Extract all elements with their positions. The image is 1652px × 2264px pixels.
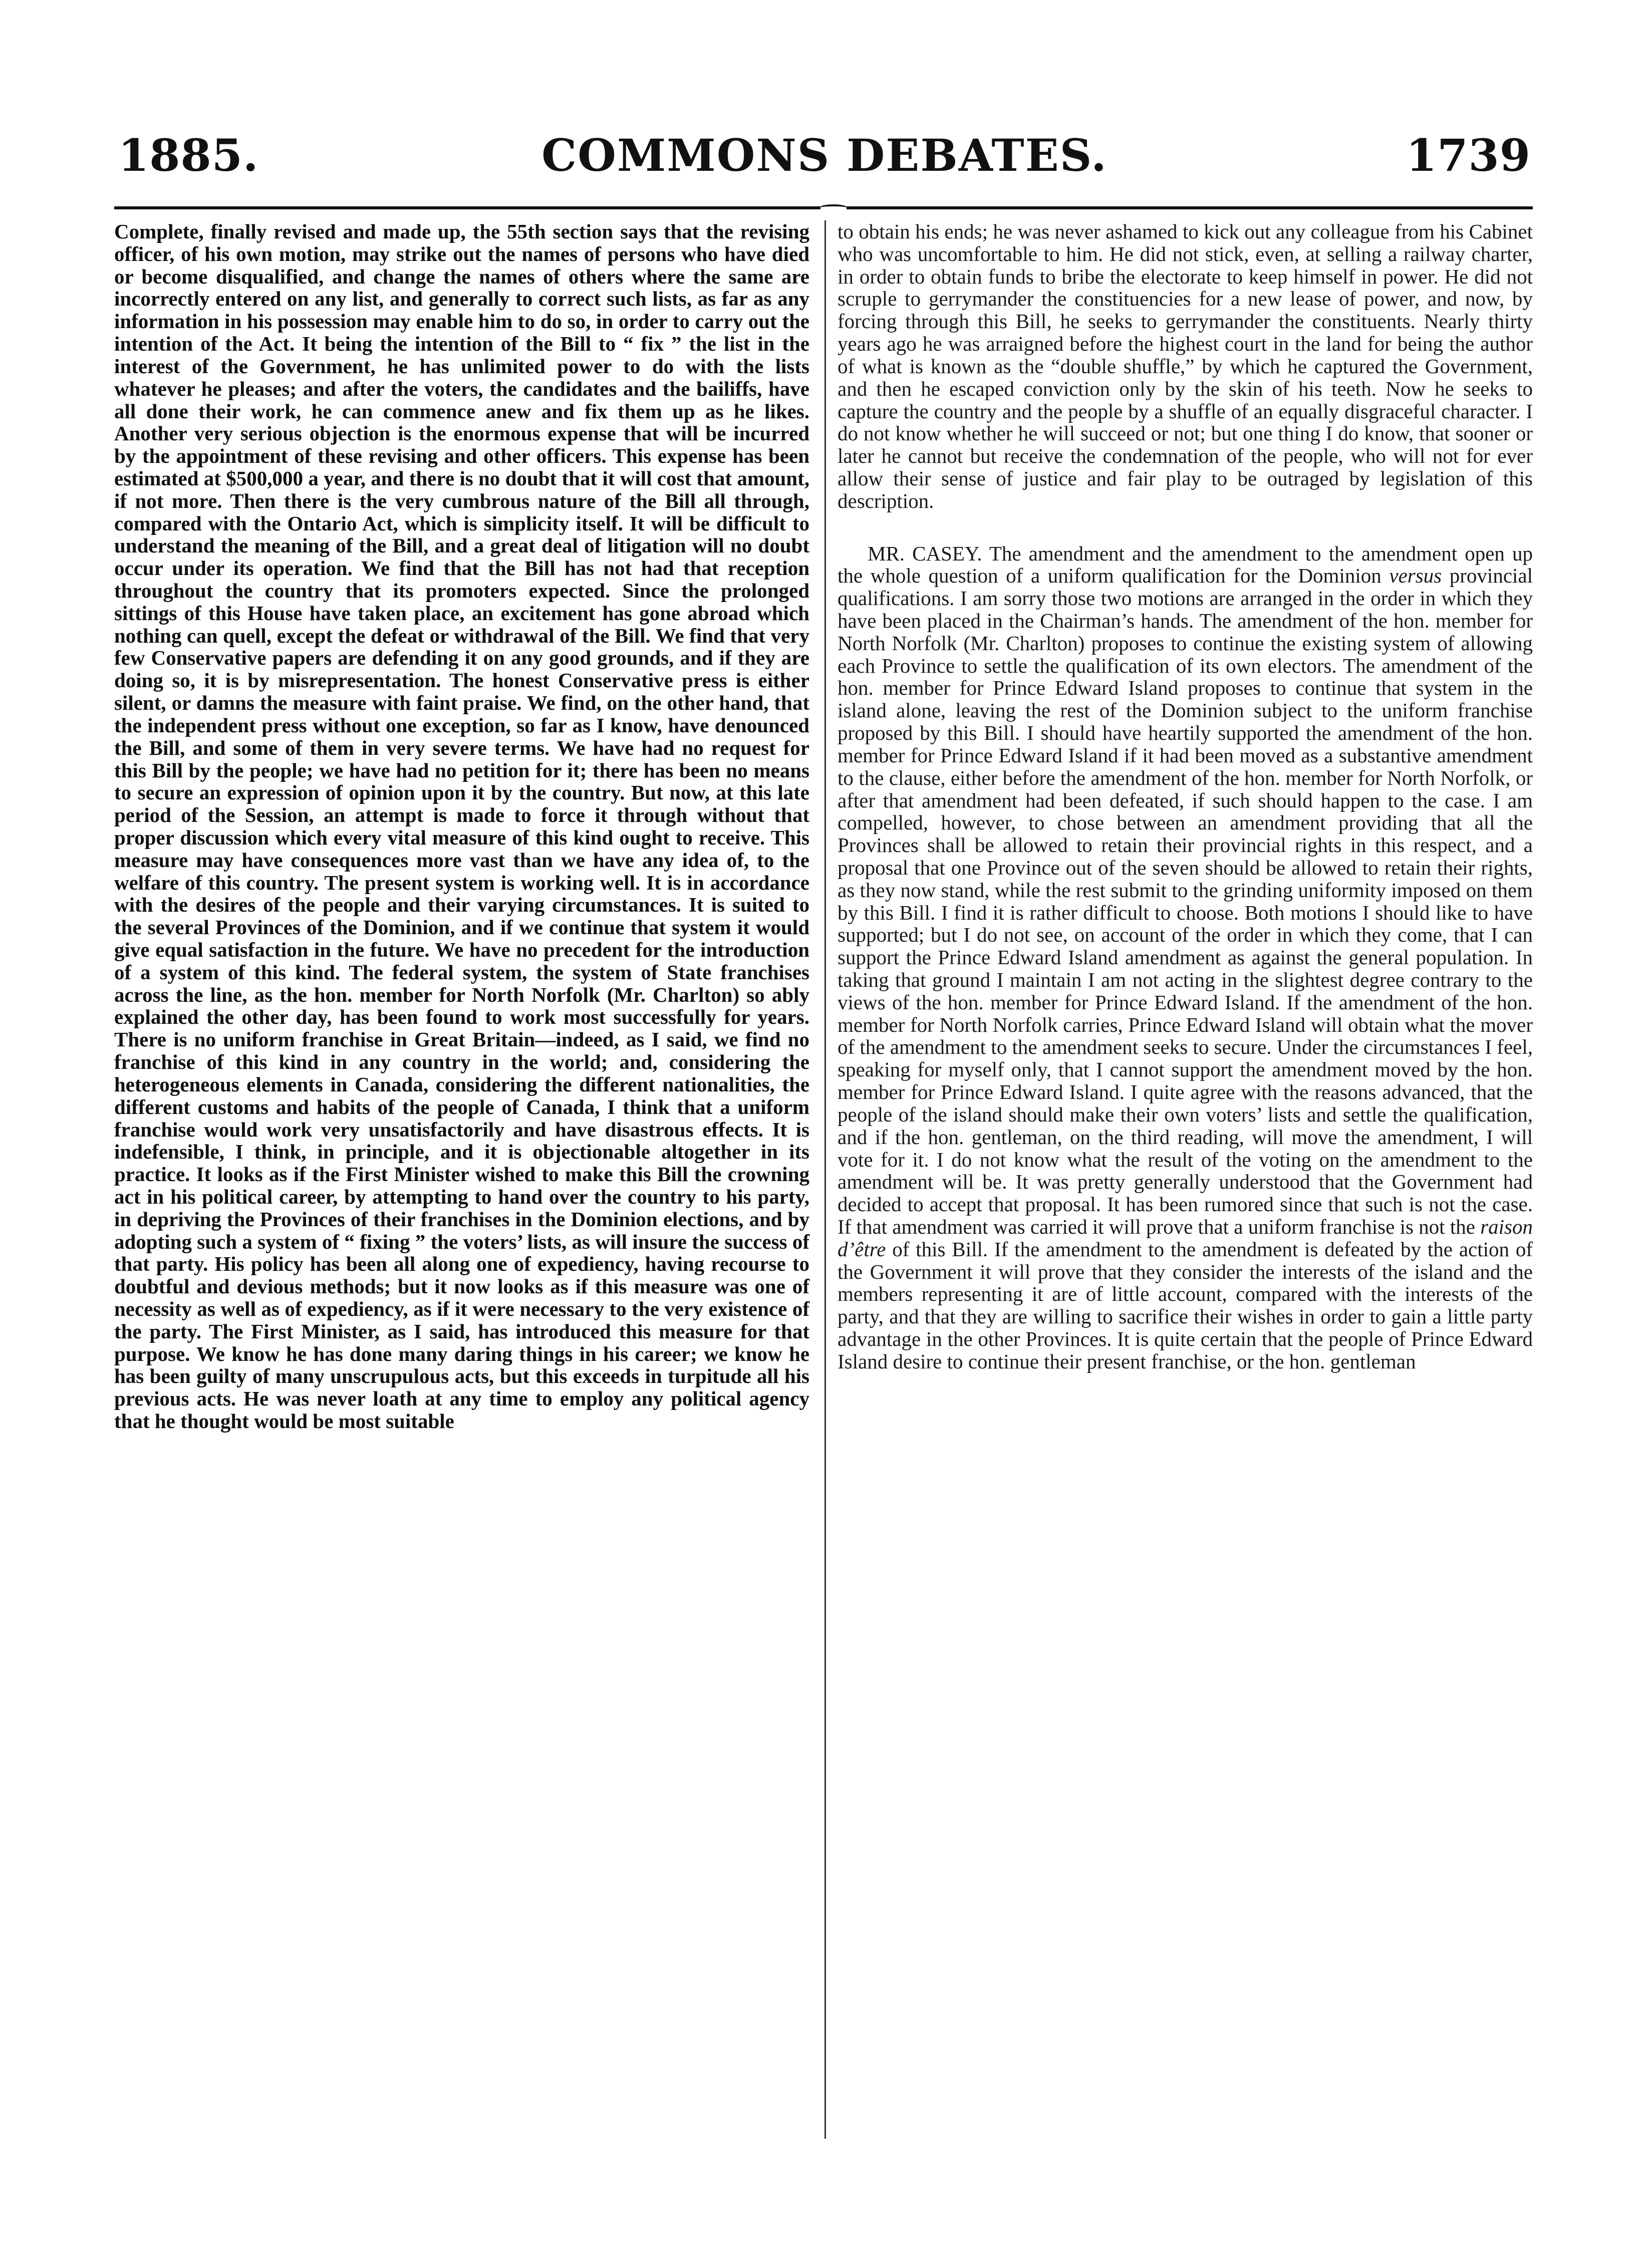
header-year: 1885. (118, 129, 259, 181)
speaker-name: MR. CASEY. (868, 541, 982, 565)
header-rule-left (114, 206, 820, 209)
speech-italic-1: versus (1389, 564, 1442, 588)
header-title: COMMONS DEBATES. (541, 129, 1108, 181)
casey-speech-paragraph (838, 542, 1533, 1373)
column-divider (824, 220, 826, 2139)
header-rule-right (847, 206, 1533, 209)
speech-text-3: of this Bill. If the amendment to the amendment is defeated by the action of the Government it will prove that they consider the interests of the island and the members representing it are of little account, compared with the interests of the party, and that they are willing to sacrifice their wishes in order to gain a little party advantage in the other Provinces. It is quite certain that the people of Prince Edward Island desire to continue their present franchise, or the hon. gentleman (838, 1237, 1533, 1373)
page-header (118, 129, 1531, 189)
right-continuation-paragraph: to obtain his ends; he was never ashamed to kick out any colleague from his Cabinet who was uncomfortable to him. He did not stick, even, at selling a railway charter, in order to obtain funds to bribe the electorate to keep himself in power. He did not scruple to gerrymander the constituencies for a new lease of power, and now, by forcing through this Bill, he seeks to gerrymander the constituents. Nearly thirty years ago he was arraigned before the highest court in the land for being the author of what is known as the “double shuffle,” by which he captured the Government, and then he escaped conviction only by the skin of his teeth. Now he seeks to capture the country and the people by a shuffle of an equally disgraceful character. I do not know whether he will succeed or not; but one thing I do know, that sooner or later he cannot but receive the condemnation of the people, who will not for ever allow their sense of justice and fair play to be outraged by legislation of this description. (838, 220, 1533, 512)
left-column (114, 220, 809, 1433)
speech-text-2: provincial qualifications. I am sorry those two motions are arranged in the order in which they have been placed in the Chairman’s hands. The amendment of the hon. member for North Norfolk (Mr. Charlton) proposes to continue the existing system of allowing each Province to settle the qualification of its own electors. The amendment of the hon. member for Prince Edward Island proposes to continue that system in the island alone, leaving the rest of the Dominion subject to the uniform franchise proposed by this Bill. I should have heartily supported the amendment of the hon. member for Prince Edward Island if it had been moved as a substantive amendment to the clause, either before the amendment of the hon. member for North Norfolk, or after that amendment had been defeated, if such should happen to the case. I am compelled, however, to chose between an amendment providing that all the Provinces shall be allowed to retain their provincial rights in this respect, and a proposal that one Province out of the seven should be allowed to retain their rights, as they now stand, while the rest submit to the grinding uniformity imposed on them by this Bill. I find it is rather difficult to choose. Both motions I should like to have supported; but I do not see, on account of the order in which they come, that I can support the Prince Edward Island amendment as against the general population. In taking that ground I maintain I am not acting in the slightest degree contrary to the views of the hon. member for Prince Edward Island. If the amendment of the hon. member for North Norfolk carries, Prince Edward Island will obtain what the mover of the amendment to the amendment seeks to secure. Under the circumstances I feel, speaking for myself only, that I cannot support the amendment moved by the hon. member for Prince Edward Island. I quite agree with the reasons advanced, that the people of the island should make their own voters’ lists and settle the qualification, and if the hon. gentleman, on the third reading, will move the amendment, I will vote for it. I do not know what the result of the voting on the amendment to the amendment will be. It was pretty generally understood that the Government had decided to accept that proposal. It has been rumored since that such is not the case. If that amendment was carried it will prove that a uniform franchise is not the (838, 564, 1533, 1238)
header-rule-ornament (819, 204, 848, 211)
header-page-number: 1739 (1406, 129, 1531, 181)
speech-italic-2: raison d’être (838, 1215, 1533, 1261)
right-column (838, 220, 1533, 1373)
speech-text-1: The amendment and the amendment to the amendment open up the whole question of a uniform qualification for the Dominion (838, 541, 1533, 588)
left-paragraph: Complete, finally revised and made up, the 55th section says that the revising officer, of his own motion, may strike out the names of persons who have died or become disqualified, and change the names of others where the same are incorrectly entered on any list, and generally to correct such lists, as far as any information in his possession may enable him to do so, in order to carry out the intention of the Act. It being the intention of the Bill to “ fix ” the list in the interest of the Government, he has unlimited power to do with the lists whatever he pleases; and after the voters, the candidates and the bailiffs, have all done their work, he can commence anew and fix them up as he likes. Another very serious objection is the enormous expense that will be incurred by the appointment of these revising and other officers. This expense has been estimated at $500,000 a year, and there is no doubt that it will cost that amount, if not more. Then there is the very cumbrous nature of the Bill all through, compared with the Ontario Act, which is simplicity itself. It will be difficult to understand the meaning of the Bill, and a great deal of litigation will no doubt occur under its operation. We find that the Bill has not had that reception throughout the country that its promoters expected. Since the prolonged sittings of this House have taken place, an excitement has gone abroad which nothing can quell, except the defeat or withdrawal of the Bill. We find that very few Conservative papers are defending it on any good grounds, and if they are doing so, it is by misrepresentation. The honest Conservative press is either silent, or damns the measure with faint praise. We find, on the other hand, that the independent press without one exception, so far as I know, have denounced the Bill, and some of them in very severe terms. We have had no request for this Bill by the people; we have had no petition for it; there has been no means to secure an expression of opinion upon it by the country. But now, at this late period of the Session, an attempt is made to force it through without that proper discussion which every vital measure of this kind ought to receive. This measure may have consequences more vast than we have any idea of, to the welfare of this country. The present system is working well. It is in accordance with the desires of the people and their varying circumstances. It is suited to the several Provinces of the Dominion, and if we continue that system it would give equal satisfaction in the future. We have no precedent for the introduction of a system of this kind. The federal system, the system of State franchises across the line, as the hon. member for North Norfolk (Mr. Charlton) so ably explained the other day, has been found to work most successfully for years. There is no uniform franchise in Great Britain—indeed, as I said, we find no franchise of this kind in any country in the world; and, considering the heterogeneous elements in Canada, considering the different nationalities, the different customs and habits of the people of Canada, I think that a uniform franchise would work very unsatisfactorily and have disastrous effects. It is indefensible, I think, in principle, and it is objectionable altogether in its practice. It looks as if the First Minister wished to make this Bill the crowning act in his political career, by attempting to hand over the country to his party, in depriving the Provinces of their franchises in the Dominion elections, and by adopting such a system of “ fixing ” the voters’ lists, as will insure the success of that party. His policy has been all along one of expediency, having recourse to doubtful and devious methods; but it now looks as if this measure was one of necessity as well as of expediency, as if it were necessary to the very existence of the party. The First Minister, as I said, has introduced this measure for that purpose. We know he has done many daring things in his career; we know he has been guilty of many unscrupulous acts, but this exceeds in turpitude all his previous acts. He was never loath at any time to employ any political agency that he thought would be most suitable (114, 220, 809, 1433)
